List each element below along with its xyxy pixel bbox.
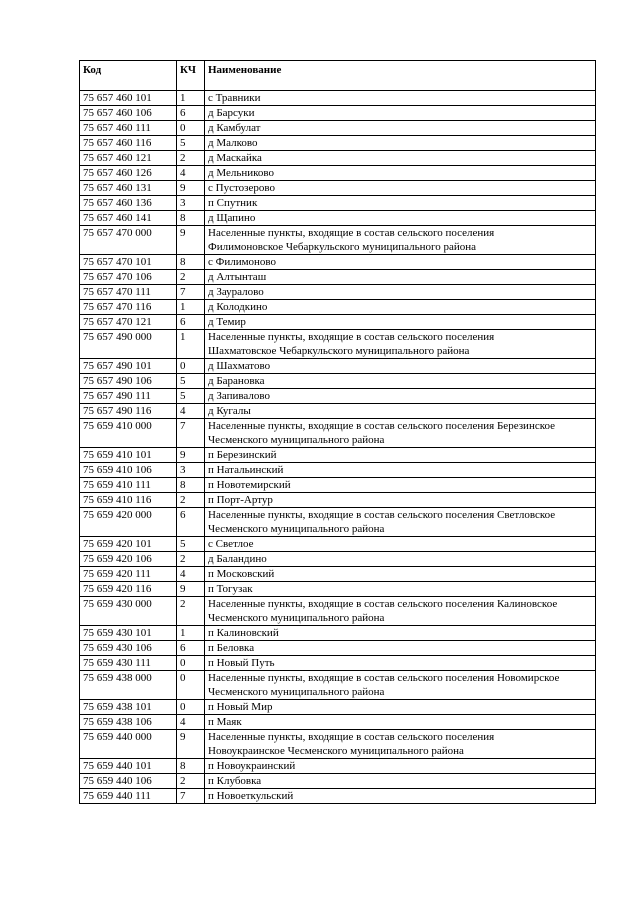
cell-name (205, 759, 596, 774)
cell-kch: 7 (177, 285, 205, 300)
cell-kch: 2 (177, 270, 205, 285)
cell-kch: 2 (177, 151, 205, 166)
table-row (80, 552, 596, 567)
cell-code: 75 659 410 106 (80, 463, 177, 478)
cell-code: 75 657 490 106 (80, 374, 177, 389)
cell-name (205, 552, 596, 567)
table-row (80, 211, 596, 226)
cell-code: 75 659 420 101 (80, 537, 177, 552)
cell-kch: 0 (177, 656, 205, 671)
cell-name (205, 389, 596, 404)
table-row (80, 730, 596, 759)
cell-name-line: д Темир (208, 316, 246, 328)
table-row (80, 656, 596, 671)
cell-name (205, 136, 596, 151)
table-row (80, 166, 596, 181)
cell-kch: 1 (177, 330, 205, 359)
cell-name (205, 196, 596, 211)
cell-name-line: п Спутник (208, 197, 258, 209)
cell-code: 75 657 460 111 (80, 121, 177, 136)
cell-name (205, 374, 596, 389)
cell-kch: 8 (177, 478, 205, 493)
table-row (80, 330, 596, 359)
table-row (80, 196, 596, 211)
cell-name-line: п Березинский (208, 449, 277, 461)
cell-name-line: Новоукраинское Чесменского муниципального района (208, 745, 464, 757)
cell-name (205, 463, 596, 478)
cell-code: 75 659 410 116 (80, 493, 177, 508)
cell-code: 75 657 460 106 (80, 106, 177, 121)
table-row (80, 419, 596, 448)
cell-name-line: п Маяк (208, 716, 242, 728)
cell-name (205, 448, 596, 463)
cell-kch: 4 (177, 404, 205, 419)
cell-name (205, 359, 596, 374)
cell-name-line: Чесменского муниципального района (208, 686, 385, 698)
cell-name-line: Шахматовское Чебаркульского муниципального района (208, 345, 470, 357)
cell-code: 75 657 470 111 (80, 285, 177, 300)
cell-kch: 1 (177, 91, 205, 106)
cell-name-line: Населенные пункты, входящие в состав сельского поселения (208, 227, 495, 239)
cell-code: 75 657 460 121 (80, 151, 177, 166)
table-row (80, 121, 596, 136)
cell-name-line: д Мельниково (208, 167, 275, 179)
cell-name (205, 774, 596, 789)
cell-kch: 0 (177, 671, 205, 700)
cell-name (205, 626, 596, 641)
cell-name (205, 330, 596, 359)
cell-code: 75 657 490 116 (80, 404, 177, 419)
cell-name (205, 567, 596, 582)
cell-kch: 5 (177, 537, 205, 552)
cell-code: 75 659 438 101 (80, 700, 177, 715)
cell-name-line: д Барановка (208, 375, 265, 387)
cell-name-line: д Барсуки (208, 107, 255, 119)
cell-name-line: д Шахматово (208, 360, 271, 372)
cell-kch: 8 (177, 211, 205, 226)
cell-kch: 6 (177, 106, 205, 121)
cell-name-line: Филимоновское Чебаркульского муниципального района (208, 241, 477, 253)
cell-name-line: Чесменского муниципального района (208, 523, 385, 535)
header-row (80, 61, 596, 91)
cell-name (205, 478, 596, 493)
table-row (80, 285, 596, 300)
cell-kch: 3 (177, 196, 205, 211)
cell-name (205, 537, 596, 552)
table-row (80, 374, 596, 389)
cell-kch: 3 (177, 463, 205, 478)
cell-kch: 9 (177, 448, 205, 463)
table-row (80, 478, 596, 493)
cell-code: 75 659 420 106 (80, 552, 177, 567)
cell-code: 75 659 440 106 (80, 774, 177, 789)
cell-name (205, 508, 596, 537)
table-row (80, 626, 596, 641)
cell-name-line: Населенные пункты, входящие в состав сельского поселения Калиновское (208, 598, 558, 610)
cell-name-line: п Новотемирский (208, 479, 291, 491)
cell-kch: 0 (177, 121, 205, 136)
cell-name (205, 121, 596, 136)
cell-name (205, 315, 596, 330)
cell-code: 75 659 440 111 (80, 789, 177, 804)
cell-name (205, 419, 596, 448)
cell-name-line: Населенные пункты, входящие в состав сельского поселения Березинское (208, 420, 556, 432)
cell-name (205, 582, 596, 597)
cell-name (205, 91, 596, 106)
cell-name (205, 106, 596, 121)
cell-name (205, 151, 596, 166)
table-row (80, 567, 596, 582)
cell-name (205, 270, 596, 285)
cell-code: 75 657 460 136 (80, 196, 177, 211)
cell-code: 75 659 410 111 (80, 478, 177, 493)
cell-code: 75 657 490 000 (80, 330, 177, 359)
cell-kch: 5 (177, 136, 205, 151)
cell-kch: 0 (177, 359, 205, 374)
cell-kch: 2 (177, 552, 205, 567)
table-row (80, 91, 596, 106)
cell-name (205, 211, 596, 226)
cell-code: 75 657 470 106 (80, 270, 177, 285)
table-row (80, 641, 596, 656)
cell-kch: 2 (177, 493, 205, 508)
cell-kch: 9 (177, 226, 205, 255)
header-code: Код (80, 61, 177, 91)
cell-name (205, 166, 596, 181)
cell-kch: 9 (177, 582, 205, 597)
table-row (80, 404, 596, 419)
cell-kch: 4 (177, 166, 205, 181)
cell-name (205, 255, 596, 270)
cell-name-line: п Новоеткульский (208, 790, 294, 802)
cell-name-line: д Камбулат (208, 122, 261, 134)
cell-name (205, 715, 596, 730)
cell-name-line: с Филимоново (208, 256, 277, 268)
cell-code: 75 657 470 116 (80, 300, 177, 315)
cell-code: 75 659 440 000 (80, 730, 177, 759)
cell-name (205, 285, 596, 300)
cell-name (205, 656, 596, 671)
cell-code: 75 657 460 131 (80, 181, 177, 196)
cell-name (205, 641, 596, 656)
cell-code: 75 657 470 101 (80, 255, 177, 270)
cell-name (205, 789, 596, 804)
cell-kch: 6 (177, 641, 205, 656)
table-row (80, 715, 596, 730)
cell-kch: 9 (177, 181, 205, 196)
cell-name-line: с Травники (208, 92, 261, 104)
cell-name (205, 300, 596, 315)
cell-name (205, 404, 596, 419)
cell-name-line: Чесменского муниципального района (208, 612, 385, 624)
cell-name-line: д Малково (208, 137, 258, 149)
cell-name-line: д Баландино (208, 553, 267, 565)
table-row (80, 508, 596, 537)
table-row (80, 315, 596, 330)
cell-kch: 8 (177, 759, 205, 774)
cell-code: 75 657 460 116 (80, 136, 177, 151)
table-row (80, 700, 596, 715)
cell-kch: 5 (177, 374, 205, 389)
cell-code: 75 657 490 111 (80, 389, 177, 404)
table-row (80, 448, 596, 463)
table-row (80, 136, 596, 151)
cell-code: 75 659 430 111 (80, 656, 177, 671)
cell-kch: 0 (177, 700, 205, 715)
cell-kch: 7 (177, 789, 205, 804)
cell-code: 75 657 490 101 (80, 359, 177, 374)
cell-code: 75 657 470 000 (80, 226, 177, 255)
cell-name-line: Населенные пункты, входящие в состав сельского поселения Новомирское (208, 672, 560, 684)
table-row (80, 359, 596, 374)
cell-kch: 8 (177, 255, 205, 270)
cell-name-line: Населенные пункты, входящие в состав сельского поселения (208, 331, 495, 343)
table-row (80, 106, 596, 121)
cell-name (205, 671, 596, 700)
table-row (80, 759, 596, 774)
cell-code: 75 659 430 000 (80, 597, 177, 626)
cell-code: 75 659 410 101 (80, 448, 177, 463)
cell-code: 75 659 438 106 (80, 715, 177, 730)
cell-name-line: п Натальинский (208, 464, 284, 476)
cell-name (205, 700, 596, 715)
cell-name-line: д Щапино (208, 212, 256, 224)
cell-code: 75 659 420 116 (80, 582, 177, 597)
cell-name-line: п Новоукраинский (208, 760, 296, 772)
cell-code: 75 659 410 000 (80, 419, 177, 448)
table-row (80, 300, 596, 315)
cell-name-line: п Тогузак (208, 583, 253, 595)
cell-name-line: п Порт-Артур (208, 494, 273, 506)
table-row (80, 151, 596, 166)
cell-name (205, 226, 596, 255)
cell-kch: 1 (177, 626, 205, 641)
cell-kch: 6 (177, 508, 205, 537)
table-row (80, 774, 596, 789)
cell-code: 75 657 470 121 (80, 315, 177, 330)
table-row (80, 493, 596, 508)
cell-name-line: д Колодкино (208, 301, 268, 313)
cell-code: 75 659 420 000 (80, 508, 177, 537)
table-body (80, 91, 596, 804)
cell-kch: 1 (177, 300, 205, 315)
table-row (80, 270, 596, 285)
header-kch: КЧ (177, 61, 205, 91)
cell-code: 75 657 460 101 (80, 91, 177, 106)
header-name: Наименование (205, 61, 596, 91)
cell-kch: 4 (177, 715, 205, 730)
cell-name-line: п Московский (208, 568, 275, 580)
cell-code: 75 659 430 106 (80, 641, 177, 656)
cell-name-line: с Пустозерово (208, 182, 275, 194)
cell-code: 75 659 420 111 (80, 567, 177, 582)
cell-name-line: Населенные пункты, входящие в состав сельского поселения (208, 731, 495, 743)
table-row (80, 597, 596, 626)
table-row (80, 582, 596, 597)
cell-name-line: п Новый Путь (208, 657, 275, 669)
table-row (80, 789, 596, 804)
cell-name-line: п Новый Мир (208, 701, 273, 713)
cell-kch: 2 (177, 597, 205, 626)
cell-name-line: п Калиновский (208, 627, 279, 639)
cell-name-line: п Беловка (208, 642, 255, 654)
cell-name-line: д Алтынташ (208, 271, 267, 283)
cell-code: 75 657 460 141 (80, 211, 177, 226)
table-row (80, 671, 596, 700)
cell-name-line: д Запивалово (208, 390, 271, 402)
table-row (80, 389, 596, 404)
cell-name-line: с Светлое (208, 538, 254, 550)
cell-code: 75 659 440 101 (80, 759, 177, 774)
cell-code: 75 659 430 101 (80, 626, 177, 641)
cell-code: 75 659 438 000 (80, 671, 177, 700)
cell-kch: 7 (177, 419, 205, 448)
cell-kch: 6 (177, 315, 205, 330)
cell-name (205, 730, 596, 759)
cell-name-line: д Зауралово (208, 286, 264, 298)
cell-name (205, 597, 596, 626)
table-row (80, 181, 596, 196)
table-row (80, 537, 596, 552)
cell-name-line: Населенные пункты, входящие в состав сельского поселения Светловское (208, 509, 556, 521)
cell-name-line: п Клубовка (208, 775, 262, 787)
cell-name-line: Чесменского муниципального района (208, 434, 385, 446)
cell-kch: 9 (177, 730, 205, 759)
cell-name-line: д Кугалы (208, 405, 251, 417)
table-row (80, 226, 596, 255)
table-row (80, 255, 596, 270)
cell-kch: 4 (177, 567, 205, 582)
cell-name-line: д Маскайка (208, 152, 262, 164)
cell-name (205, 493, 596, 508)
table-row (80, 463, 596, 478)
cell-name (205, 181, 596, 196)
cell-kch: 5 (177, 389, 205, 404)
okato-table (79, 60, 596, 804)
cell-code: 75 657 460 126 (80, 166, 177, 181)
cell-kch: 2 (177, 774, 205, 789)
